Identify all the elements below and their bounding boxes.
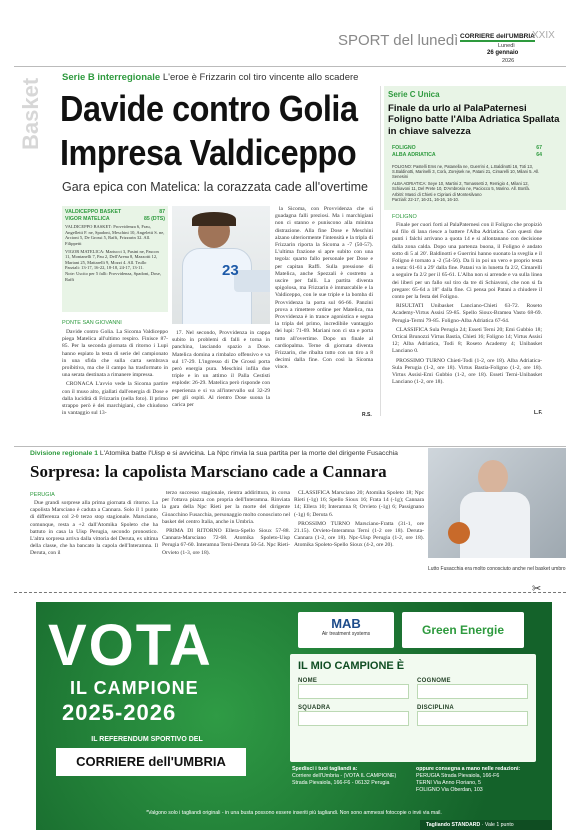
nome-field[interactable] [298, 684, 409, 699]
field-label-cognome: COGNOME [417, 678, 451, 684]
division-kicker [30, 450, 398, 457]
division-col-2: terzo successo stagionale, rientra addirittura, in corsa per l'ottava piazza con propria dell'Interamna. Rinviata la gara della Npc Rieti per la morte del dirigente Gioacchino Fusacchia, personaggio molto conosciuto nel basket del centro Italia, anche in Umbria. PRIMA DI RITORNO Ellera-Spello Sioux 57-88. Cannara-Marsciano 72-68. Atomika Spoleto-Uisp Perugia 67-60. Interamna Terni-Deruta 50-54. Npc Rieti-Orvieto (1-3, ore 18). [162, 490, 291, 556]
byline: PONTE SAN GIOVANNI [62, 320, 122, 326]
article-signature: R.S. [362, 412, 372, 418]
parziali: Parziali: 13-17, 16-22, 18-18, 24-17, 13-11. [65, 265, 144, 271]
scissors-icon: ✂ [532, 583, 542, 595]
division-kicker-label: Divisione regionale 1 [30, 450, 98, 457]
field-label-nome: NOME [298, 678, 318, 684]
score-home-row: VALDICEPPO BASKET 87 [65, 209, 165, 215]
article-subtitle: Gara epica con Matelica: la corazzata cade all'overtime [62, 180, 369, 194]
disciplina-field[interactable] [417, 711, 528, 726]
seriec-body: Finale per cuori forti al PalaPaternesi con il Foligno che propiziò sul filo di lana riesce a battere l'Alba Adriatica. Con questi due punti i falchi arrivano a quota 14 e si allontanano con decisione dalla zona calda. Dopo una partenza buona, il Foligno è andato sotto di 5 al 20'. Baldinotti e Guerrini hanno suonato la sveglia e il Foligno è tornato a -2 (54-56). Da lì in poi un vero e proprio testa a testa: 61-61 a 29' dalla fine. Patani va in lunetta fa 2/2, Cimarelli a seguire fa 2/2 per il 65-61. L'Alba non si arrende e va sulla linea dei liberi per un fallo sul tiro da tre di Schiavoni, che non si fa pregare: 65-64 a 18" dalla fine. Ci pensa poi Patani a chiudere il conto per la festa del Foligno. RISULTATI Unibasket Lanciano-Chieti 63-72. Roseto Academy-Virtus Assisi 59-85. Spello Sioux-Bramea Vasto 68-69. Perugia-Termi 79-85. Foligno-Alba Adriatica 67-64. CLASSIFICA Sula Perugia 24; Esseti Terni 20; Emi Gubbio 18; Orticai Brunozzi Virtus Bastia, Chieti 16; Foligno 14; Virtus Assisi 12; Alba Adriatica, Todi 8; Roseto Academy 4; Unibasket Lanciano 0. PROSSIMO TURNO Chieti-Todi (1-2, ore 18). Alba Adriatica-Sula Perugia (1-2, ore 18). Virtus Bastia-Foligno (1-2, ore 18). Virtus Assisi-Emi Gubbio (1-2, ore 18). Esseti Terni-Unibasket Lanciano (1-2, ore 18). [392, 222, 542, 386]
tabellino-home: VALDICEPPO BASKET: Provvidenza 6, Frau, Angelletti F. ne, Spadoni, Meschini 10, Angeletti S. ne, Arcioni 5, De Grossi 5, Raffi, Frizzarin 32. All. Filippetti [65, 224, 165, 246]
score-away-row: VIGOR MATELICA 85 (DTS) [65, 215, 165, 222]
header-date: 26 gennaio [487, 50, 519, 56]
promo-season: 2025-2026 [62, 700, 177, 725]
cognome-field[interactable] [417, 684, 528, 699]
section-title: SPORT del lunedì [338, 32, 459, 49]
division-headline: Sorpresa: la capolista Marsciano cade a Cannara [30, 462, 387, 481]
article-column-2: 17. Nel secondo, Provvidenza in cappa subito in problemi di falli e torna in panchina, lasciando spazio a Dose. Matelica domina a rimbalzo offensivo e va sul 17-29. L'ingresso di De Grossi porta però energia pura. Meschini infila due triple e in un attimo il Palla Cestisti esplode: 26-29. Matelica però risponde con esperienza e si va all'intervallo sul 32-29 per gli ospiti. Al rientro Dose suona la carica per [172, 330, 270, 409]
section-side-label: Basket [18, 77, 43, 150]
division-col-1: Due grandi sorprese alla prima giornata di ritorno. La capolista Marsciano è caduta a Cannara. Solo il 1 punto di differenza col 2-0 terzo stop stagionale. Marsciano, comunque, resta a +2 dall'Atomika Spoleto che ha battuto in casa la Uisp Perugia, secondo pronostico. L'altra sorpresa arriva dalla vittoria del Deruta, ex ultima della classe, che ha bancato la capola dell'Interamna. Il Deruta, con il [30, 500, 158, 557]
sponsor-mab-logo: MAB Air treatment systems [298, 612, 394, 648]
coupon-tag: Tagliando STANDARD · Vale 1 punto [420, 820, 552, 830]
seriec-signature: L.F. [534, 410, 543, 416]
headline-line-2: Impresa Valdiceppo [60, 132, 357, 173]
division-col-3: CLASSIFICA Marsciano 20; Atomika Spoleto 18; Npc Rieti (-1g) 16; Spello Sioux 16; Frata 14 (-1g); Cannara 14; Ellera 10; Interamna 8; Orvieto (-1g) 6; Passignano (-1g) 6; Deruta 6. PROSSIMO TURNO Marsciano-Fratta (31-1, ore 21.15). Orvieto-Interamna Terni (1-2 ore 18). Deruta-Cannara (1-2, ore 18). Npc-Uisp Perugia (1-2, ore 18). Atomika Spoleto-Spello Sioux (4-2, ore 20). [294, 490, 424, 549]
header-day: Lunedì [498, 43, 515, 49]
article-column-1: Davide contro Golia. La Sicoma Valdiceppo piega Matelica all'ultimo respiro. Finisce 87-85. Per la seconda giornata di ritorno i Lupi hanno espiato la testa di serie del campionato in una sfida che sulla carta sembrava proibitiva, ma che il campo ha trasformato in una serata destinata a rimanere impressa. CRONACA L'avvio vede la Sicoma partire con il muso alto, giallati dall'energia di Dose e dalla lucidità di Frizzarin (nella foto). Il primo strappo però è dei marchigiani, che chiudono in vantaggio sul 13- [62, 329, 168, 417]
field-label-disciplina: DISCIPLINA [417, 705, 455, 711]
promo-coupon[interactable] [36, 602, 552, 830]
seriec-away-row: ALBA ADRIATICA 64 [392, 151, 542, 158]
seriec-home-row: FOLIGNO 67 [392, 145, 542, 151]
promo-ribbon: IL REFERENDUM SPORTIVO DEL [91, 736, 203, 743]
headline-line-1: Davide contro Golia [60, 88, 358, 129]
seriec-tabellino: FOLIGNO: Pastelli Ems ne, Patanella ne, Guerrini 4, L.Baldinotti 16, Toti 13, S.Baldinotti, Marinelli 3, Corà, Zorejsek ne, Patani 21, Cimarelli 10, Milani 5. All. Senesini ALBA ADRIATICA: Seye 10, Martini 2, Tomassetti 2, Remigio 4, Milani 12, Schiavoni 11, Del Prete 10, D'Ambrosio ne, Paciocco 5, Marino. All. Bonfà. Arbitri: Masci di Chieti e Cipriani di Montesilvano Parziali: 22-17, 16-21, 16-16, 16-10. [392, 164, 540, 203]
page-number: XXIX [532, 30, 555, 41]
field-label-squadra: SQUADRA [298, 705, 331, 711]
sponsor-green-energie-logo: Green Energie [402, 612, 524, 648]
article-column-3: la Sicoma, con Provvidenza che si guadagna falli preziosi. Ma i marchigiani non ci stanno e puniscono alla minima distrazione. Alla fine Dose e Meschini alzano ulteriormente l'intensità e la tripla di Frizzarin riporta la Sicoma a -7 (50-57). L'ultima frazione si apre subito con una tegola: quarto fallo personale per Dose e per capitan Raffi. Sulla pressione di Matelica, anche Spezzali è costretto a uscire per falli. La partita diventa spigolosa, ma Frizzarin è immarcabile e la Valdiceppo, con le sue triple e la bomba di Provvidenza la porta sul 66-66. Panzini prova a rimettere ordine per Matelica, ma Provvidenza è in trance agonistica e segna la tripla del primo, incredibile vantaggio dei lupi: 71-69. Mariani non ci sta e porta tutto all'overtime. Dopo un finale al cardiopalma. Terne di giornata diventa Frizzarin, che ribalta tutto con un tiro a 8 decimi dalla fine. Con così la Sicoma vince. [275, 206, 373, 371]
article-kicker [62, 72, 358, 83]
vote-form [290, 654, 536, 762]
division-byline: PERUGIA [30, 492, 55, 498]
seriec-headline: Finale da urlo al PalaPaternesi Foligno batte l'Alba Adriatica Spallata in chiave salvezza [388, 103, 560, 137]
promo-vota: VOTA [48, 613, 213, 678]
coach-photo [428, 448, 566, 558]
deliver-info: oppure consegna a mano nelle redazioni: PERUGIA Strada Pievaiola, 166-F6 TERNI Via Anno Floriano, 5 FOLIGNO Via Oberdan, 103 [416, 766, 521, 793]
vote-form-title: IL MIO CAMPIONE È [298, 660, 405, 672]
scoreboard-box [62, 206, 168, 312]
seriec-byline: FOLIGNO [392, 214, 417, 220]
promo-logo: CORRIERE dell'UMBRIA [56, 748, 246, 776]
kicker-text: L'eroe è Frizzarin col tiro vincente allo scadere [162, 72, 359, 83]
player-photo [172, 206, 270, 324]
seriec-scoreboard [392, 145, 542, 158]
photo-caption: Lutto Fusacchia era molto conosciuto anche nel basket umbro [428, 566, 566, 572]
squadra-field[interactable] [298, 711, 409, 726]
note: Note: Uscito per 5 falli: Provvidenza, Spadoni, Dose, Raffi [65, 270, 161, 282]
promo-footer-note: *Valgono solo i tagliandi originali - in una busta possono essere inseriti più tagliandi. Non sono ammessi fotocopie o invii via mail. [146, 810, 442, 816]
newspaper-logo: CORRIERE dell'UMBRIA [460, 33, 535, 40]
header-year: 2026 [502, 58, 515, 64]
seriec-kicker: Serie C Unica [388, 90, 440, 99]
kicker-label: Serie B interregionale [62, 72, 161, 83]
tabellino-away: VIGOR MATELICA: Mariucci 3, Pasini ne, Pascon 11, Montanelli 7, Pau 2, Dell'Arena 8, Mazzotti 12, Mariani 25, Mattarelli 9, Mozzi 4. All. Trullo [65, 248, 159, 265]
jersey-number: 23 [222, 262, 239, 279]
send-info: Spedisci i tuoi tagliandi a: Corriere dell'Umbria - (VOTA IL CAMPIONE) Strada Pievaiola, 166-F6 - 06132 Perugia [292, 766, 397, 786]
promo-il-campione: IL CAMPIONE [70, 678, 199, 698]
division-kicker-text: L'Atomika batte l'Uisp e si avvicina. La Npc rinvia la sua partita per la morte del dirigente Fusacchia [99, 450, 398, 457]
